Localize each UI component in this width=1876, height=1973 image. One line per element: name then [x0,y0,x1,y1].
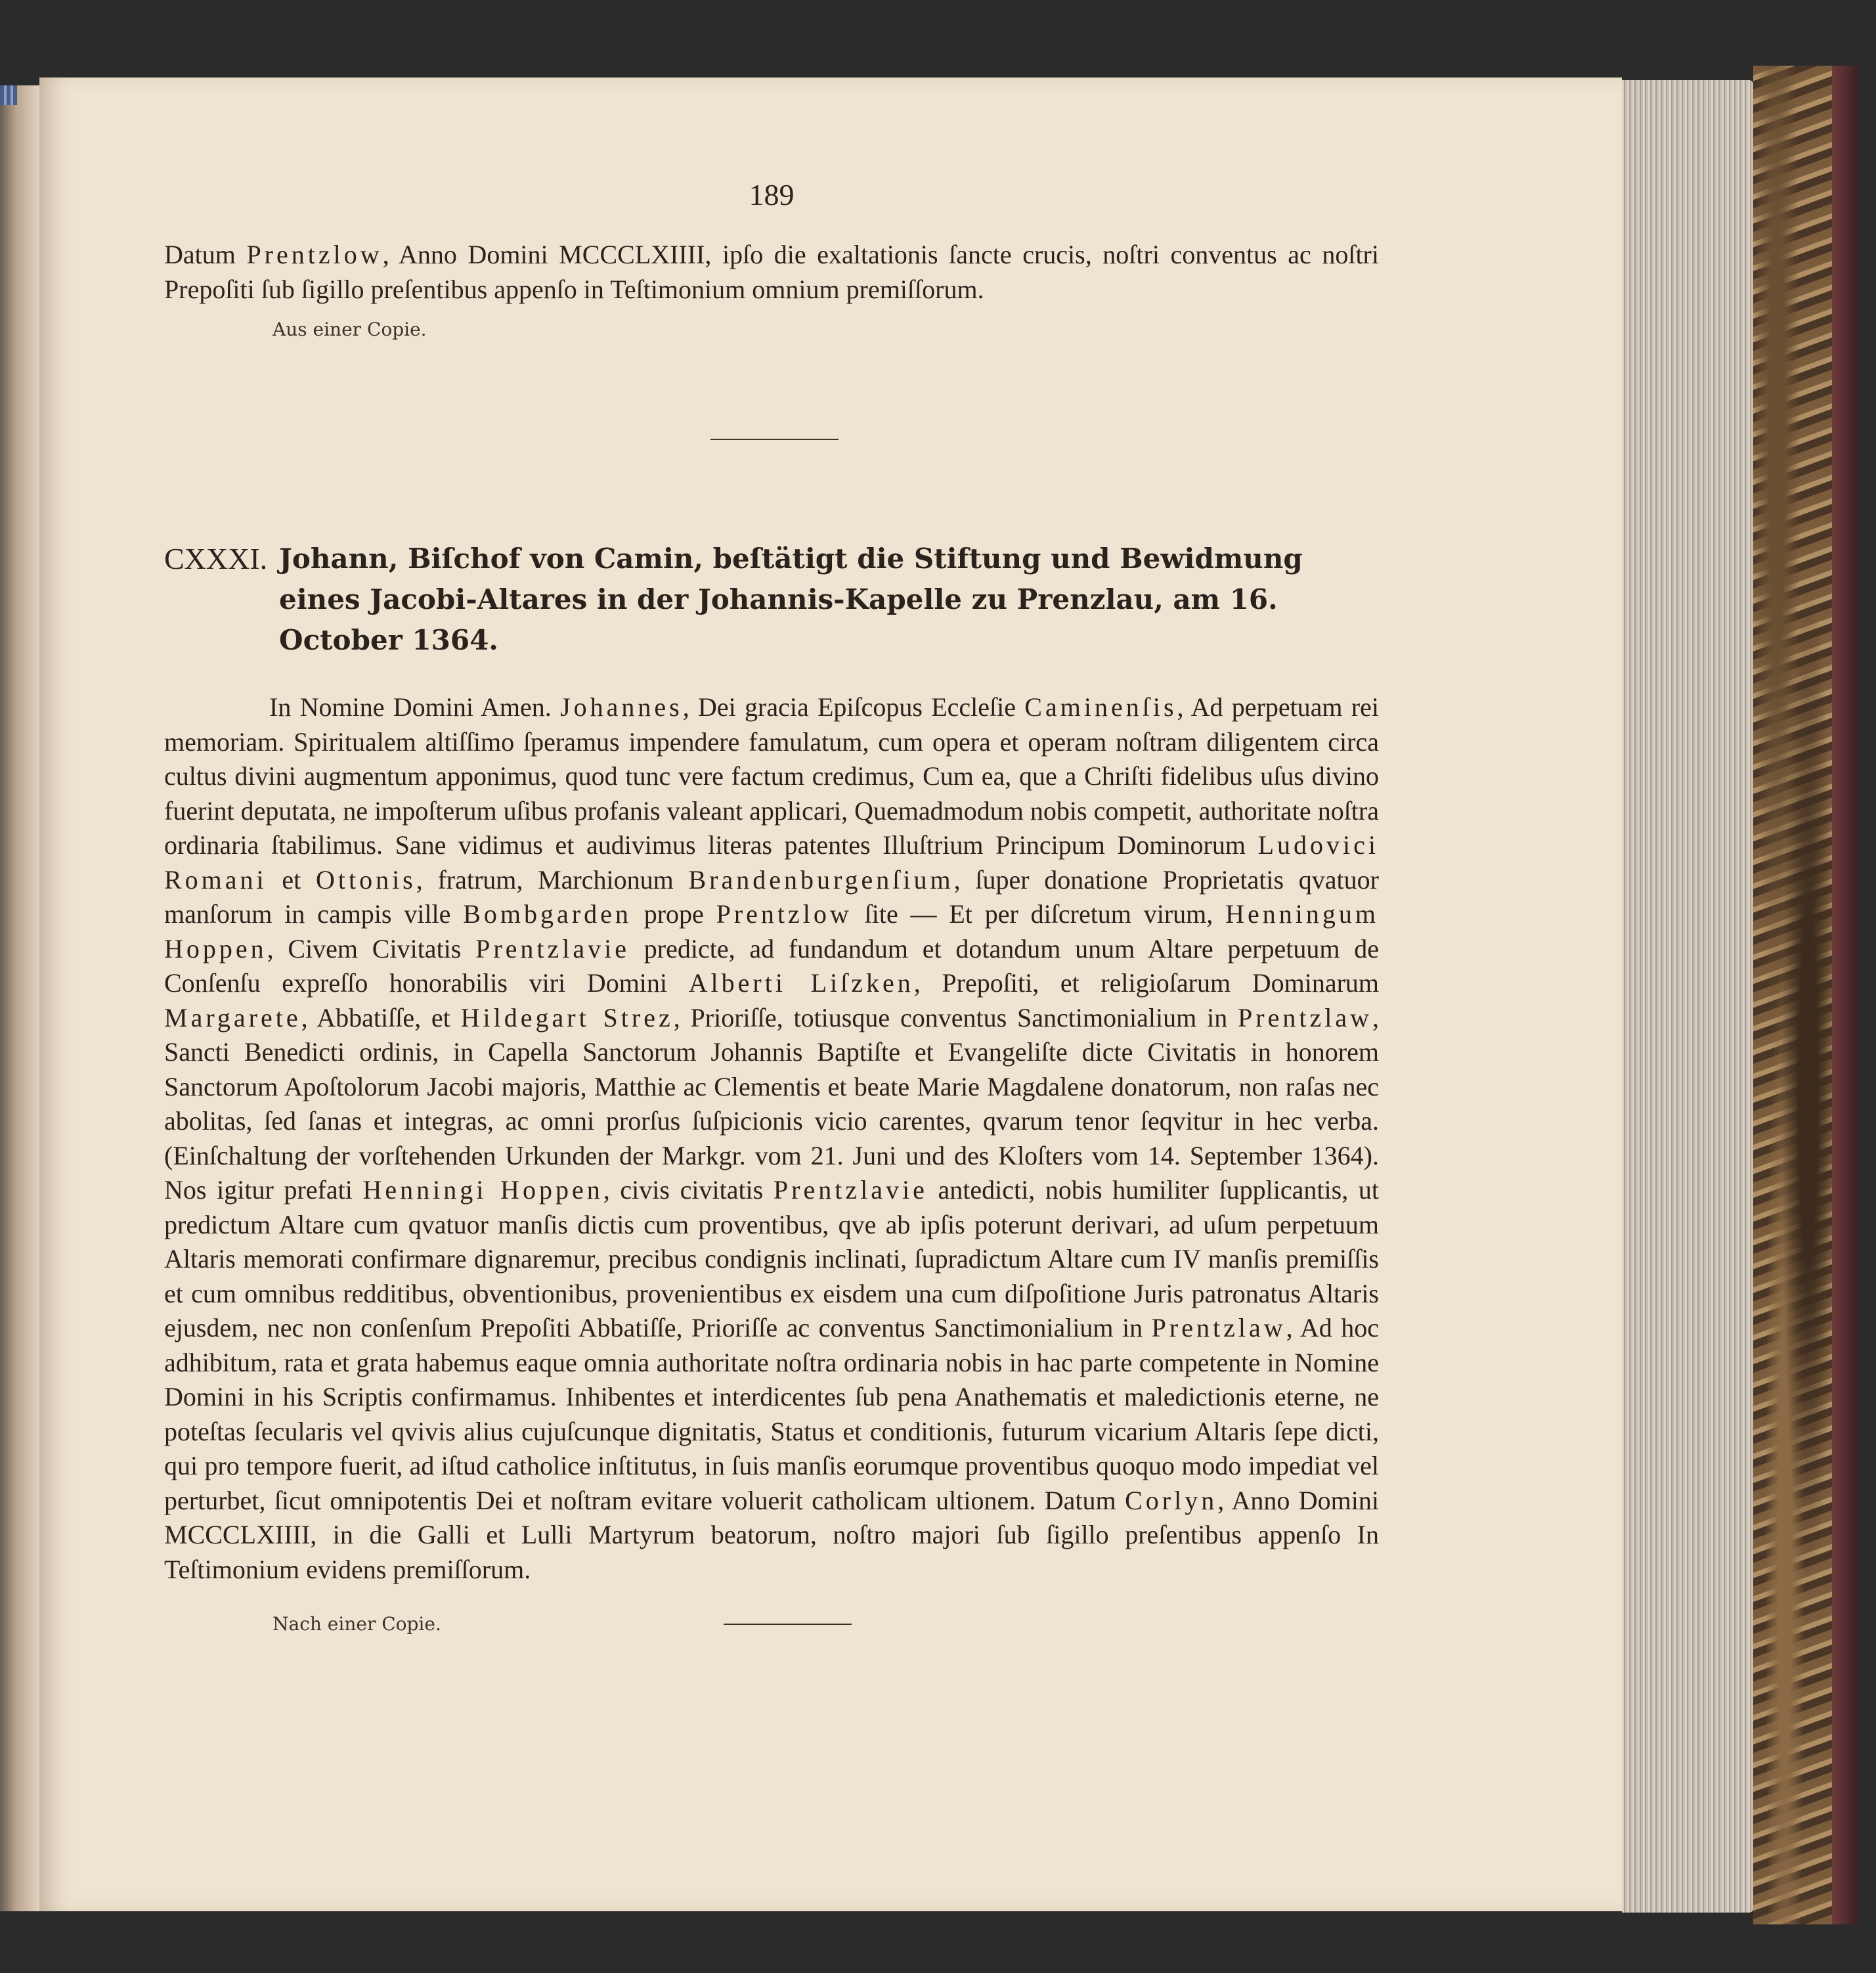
name-spaced-run: Ludovici Romani [164,830,1379,895]
name-spaced-run: Prentzlaw [1238,1002,1372,1032]
page-number: 189 [749,178,795,211]
source-note-bottom: Nach einer Copie. [273,1613,441,1635]
spine-binding-strip [0,85,17,105]
text-run: predicte, ad fundandum et dotandum unum Altare perpetuum de Conſenſu expreſſo honorabilis viri Domini [164,933,1379,998]
section-divider [710,439,839,440]
bottom-note-row [164,1613,1379,1635]
text-run: ſite — Et per diſcretum virum, [852,899,1226,929]
name-spaced-run: Prentzlow [716,899,852,929]
text-run: , Anno Domini MCCCLXIIII, ipſo die exaltationis ſancte crucis, noſtri conventus ac noſtri Prepoſiti ſub ſigillo preſentibus appenſo in Teſtimonium omnium premiſſorum. [164,240,1379,304]
name-spaced-run: Ottonis [315,864,416,895]
name-spaced-run: Bombgarden [463,899,632,929]
text-run: , Abbatiſſe, et [301,1002,461,1032]
marbled-cover [1753,66,1832,1924]
text-run: , Sancti Benedicti ordinis, in Capella Sanctorum Johannis Baptiſte et Evangeliſte dicte Civitatis in honorem Sanctorum Apoſtolorum Jacobi majoris, Matthie ac Clementis et beate Marie Magdalene donatorum, non raſas nec abolitas, ſed ſanas et integras, ac omni prorſus ſuſpicionis vicio carentes, qvarum tenor ſeqvitur in hec verba. (Einſchaltung der vorſtehenden Urkunden der Markgr. vom 21. Juni und des Kloſters vom 14. September 1364). Nos igitur prefati [164,1002,1379,1205]
name-spaced-run: Margarete [164,1002,301,1032]
source-note-top: Aus einer Copie. [273,319,427,340]
name-spaced-run: Hildegart Strez [460,1002,674,1032]
page-content [164,177,1379,1635]
document-body [164,690,1379,1587]
name-spaced-run: Corlyn [1125,1485,1218,1515]
text-run: , Prioriſſe, totiusque conventus Sanctimonialium in [673,1002,1238,1032]
text-run: , Civem Civitatis [267,933,476,964]
name-spaced-run: Caminenſis [1024,692,1177,722]
name-spaced-run: Prentzlavie [475,933,630,964]
text-run: , Ad perpetuam rei memoriam. Spiritualem altiſſimo ſperamus impendere famulatum, cum opera et operam noſtram diligentem circa cultus divini augmentum apponimus, quod tunc vere factum credimus, Cum ea, que a Chriſti fidelibus uſus divino fuerint deputata, ne impoſterum uſibus profanis valeant applicari, Quemadmodum nobis competit, authoritate noſtra ordinaria ſtabilimus. Sane vidimus et audivimus literas patentes Illuſtrium Principum Dominorum [164,692,1380,860]
name-spaced-run: Alberti Liſzken [688,968,914,998]
text-run: , Dei gracia Epiſcopus Eccleſie [682,692,1025,722]
name-spaced-run: Prentzlaw [1151,1313,1286,1342]
text-run: , fratrum, Marchionum [416,864,689,895]
text-run: prope [631,899,716,929]
name-spaced-run: Prentzlavie [773,1175,928,1205]
text-run: In Nomine Domini Amen. [269,692,561,722]
page-edges-stack [1622,80,1753,1913]
text-run: , Prepoſiti, et religioſarum Dominarum [913,968,1379,998]
text-run: Datum [164,240,247,269]
text-run: , ſuper donatione Proprietatis qvatuor manſorum in campis ville [164,864,1379,929]
document-number: CXXXI. [164,542,268,575]
place-name: Prentzlow [246,240,383,269]
closing-paragraph-previous-document [164,237,1379,307]
text-run: , civis civitatis [603,1175,774,1205]
text-run: , Anno Domini MCCCLXIIII, in die Galli et Lulli Martyrum beatorum, noſtro majori ſub ſigillo preſentibus appenſo In Teſtimonium evidens premiſſorum. [164,1485,1380,1584]
name-spaced-run: Henningi Hoppen [362,1175,603,1205]
end-divider [724,1624,852,1625]
name-spaced-run: Brandenburgenſium [688,864,954,895]
document-title: Johann, Biſchof von Camin, beſtätigt die Stiftung und Bewidmung eines Jacobi-Altares in der Johannis-Kapelle zu Prenzlau, am 16. October 1364. [279,543,1303,656]
document-heading [164,539,1379,661]
text-run: et [267,864,316,895]
left-page-edge [0,85,41,1911]
name-spaced-run: Henningum Hoppen [164,899,1379,964]
text-run: antedicti, nobis humiliter ſupplicantis, ut predictum Altare cum qvatuor manſis dictis cum proventibus, qve ab ipſis poterunt derivari, ad uſum perpetuum Altaris memorati confirmare dignaremur, precibus condignis inclinati, ſupradictum Altare cum IV manſis premiſſis et cum omnibus redditibus, obventionibus, provenientibus ex eisdem una cum diſpoſitione Juris patronatus Altaris ejusdem, nec non conſenſum Prepoſiti Abbatiſſe, Prioriſſe ac conventus Sanctimonialium in [164,1175,1379,1342]
name-spaced-run: Johannes [560,692,683,722]
cover-spine-edge [1832,66,1858,1924]
text-run: , Ad hoc adhibitum, rata et grata habemus eaque omnia authoritate noſtra ordinaria nobis in hac parte competente in Nomine Domini in his Scriptis confirmamus. Inhibentes et interdicentes ſub pena Anathematis et maledictionis eterne, ne poteſtas ſecularis vel qvivis alius cujuſcunque dignitatis, Status et conditionis, futurum vicarium Altaris ſepe dicti, qui pro tempore fuerit, ad iſtud catholice inſtitutus, in ſuis manſis eorumque proventibus quoquo modo impediat vel perturbet, ſicut omnipotentis Dei et noſtram evitare voluerit catholicam ultionem. Datum [164,1313,1380,1515]
